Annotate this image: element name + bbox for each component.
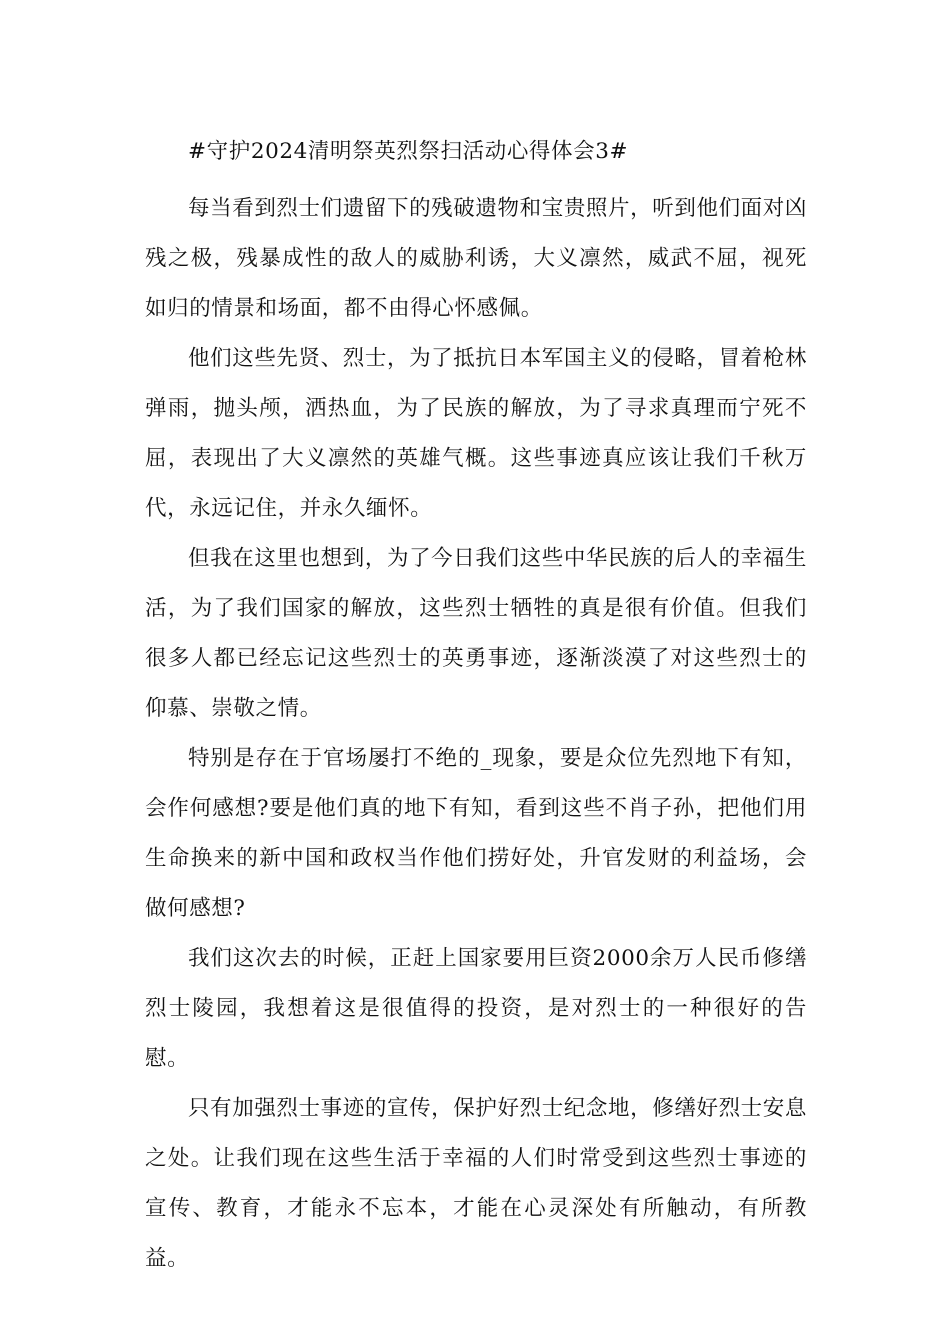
paragraph-1: 每当看到烈士们遗留下的残破遗物和宝贵照片，听到他们面对凶残之极，残暴成性的敌人的威胁利诱，大义凛然，威武不屈，视死如归的情景和场面，都不由得心怀感佩。 (145, 196, 807, 321)
paragraph-6: 只有加强烈士事迹的宣传，保护好烈士纪念地，修缮好烈士安息之处。让我们现在这些生活于幸福的人们时常受到这些烈士事迹的宣传、教育，才能永不忘本，才能在心灵深处有所触动，有所教益。 (145, 1096, 807, 1271)
paragraph-5: 我们这次去的时候，正赶上国家要用巨资2000余万人民币修缮烈士陵园，我想着这是很值得的投资，是对烈士的一种很好的告慰。 (145, 946, 807, 1071)
paragraph-3: 但我在这里也想到，为了今日我们这些中华民族的后人的幸福生活，为了我们国家的解放，这些烈士牺牲的真是很有价值。但我们很多人都已经忘记这些烈士的英勇事迹，逐渐淡漠了对这些烈士的仰慕、崇敬之情。 (145, 546, 807, 721)
paragraph-2: 他们这些先贤、烈士，为了抵抗日本军国主义的侵略，冒着枪林弹雨，抛头颅，洒热血，为了民族的解放，为了寻求真理而宁死不屈，表现出了大义凛然的英雄气概。这些事迹真应该让我们千秋万代，永远记住，并永久缅怀。 (145, 346, 807, 521)
document-body (145, 133, 807, 1284)
document-heading: #守护2024清明祭英烈祭扫活动心得体会3# (188, 139, 629, 164)
paragraph-4: 特别是存在于官场屡打不绝的_现象，要是众位先烈地下有知，会作何感想?要是他们真的地下有知，看到这些不肖子孙，把他们用生命换来的新中国和政权当作他们捞好处，升官发财的利益场，会做何感想? (145, 746, 807, 921)
